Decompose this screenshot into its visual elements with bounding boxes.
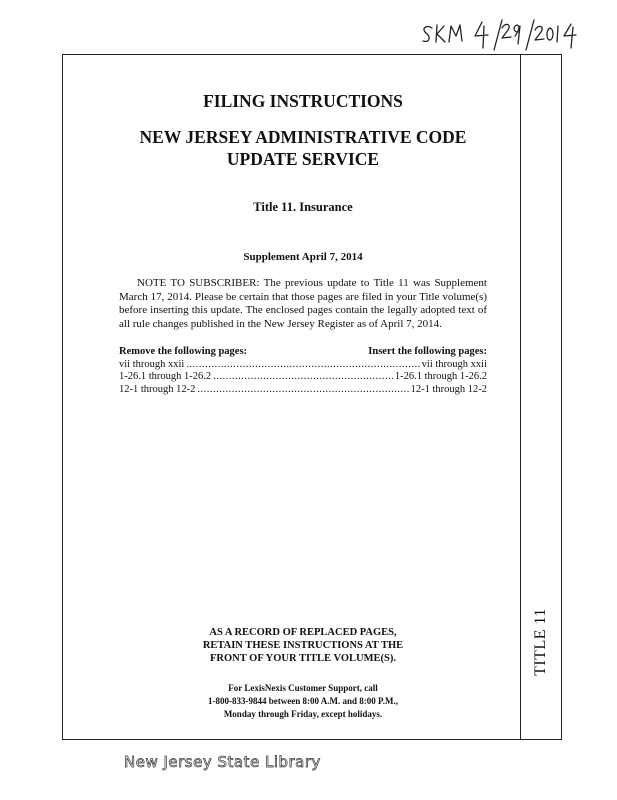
dot-leader: [197, 384, 408, 397]
insert-header: Insert the following pages:: [368, 346, 487, 357]
support-line: Monday through Friday, except holidays.: [223, 709, 383, 719]
code-title: [119, 126, 487, 170]
page-title: FILING INSTRUCTIONS: [203, 91, 403, 111]
dot-leader: [213, 371, 393, 384]
handwritten-note: [418, 14, 598, 54]
insert-pages: 1-26.1 through 1-26.2: [394, 371, 487, 382]
library-stamp: New Jersey State Library: [124, 753, 321, 771]
page-replacement-table: [119, 346, 487, 396]
remove-pages: 1-26.1 through 1-26.2: [119, 371, 212, 382]
record-line: RETAIN THESE INSTRUCTIONS AT THE: [202, 640, 404, 651]
supplement-date: Supplement April 7, 2014: [243, 251, 363, 263]
insert-pages: vii through xxii: [421, 358, 487, 370]
table-row: [119, 384, 487, 397]
table-row: [119, 359, 487, 372]
title-tab-label: TITLE 11: [532, 608, 549, 676]
table-header: [119, 346, 487, 359]
remove-pages: 12-1 through 12-2: [119, 383, 196, 395]
support-line: For LexisNexis Customer Support, call: [228, 683, 378, 693]
title-number: Title 11. Insurance: [253, 200, 353, 214]
record-notice: [123, 626, 483, 665]
code-title-line1: NEW JERSEY ADMINISTRATIVE CODE: [139, 127, 467, 147]
title-tab-strip: [520, 55, 561, 739]
customer-support-info: [123, 682, 483, 721]
support-line: 1-800-833-9844 between 8:00 A.M. and 8:00 P.M.,: [208, 696, 398, 706]
note-to-subscriber: NOTE TO SUBSCRIBER: The previous update to Title 11 was Supplement March 17, 2014. Please be certain that those pages are filed in your Title volume(s) before inserting this update. The enclosed pages contain the legally adopted text of all rule changes published in the New Jersey Register as of April 7, 2014.: [119, 277, 487, 330]
remove-pages: vii through xxii: [119, 358, 185, 370]
record-line: AS A RECORD OF REPLACED PAGES,: [209, 627, 397, 638]
table-row: [119, 371, 487, 384]
record-line: FRONT OF YOUR TITLE VOLUME(S).: [210, 653, 396, 664]
dot-leader: [186, 359, 419, 372]
sheet-content: [119, 91, 487, 396]
insert-pages: 12-1 through 12-2: [410, 383, 487, 395]
instruction-sheet: [62, 54, 562, 740]
code-title-line2: UPDATE SERVICE: [226, 149, 380, 169]
remove-header: Remove the following pages:: [119, 346, 248, 357]
